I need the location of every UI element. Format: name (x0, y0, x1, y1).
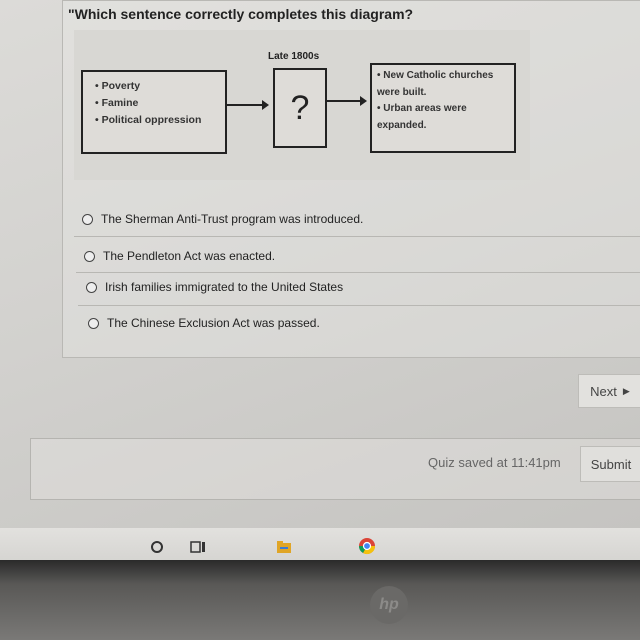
hp-logo: hp (370, 586, 408, 624)
answer-option[interactable] (88, 316, 320, 330)
file-explorer-icon[interactable] (276, 540, 292, 559)
diagram-causes-box (81, 70, 227, 154)
cause-item: • Political oppression (95, 114, 202, 126)
diagram-period-label: Late 1800s (268, 51, 320, 62)
chrome-icon[interactable] (358, 537, 376, 560)
arrow-right-icon (225, 104, 267, 106)
answer-option-label: The Sherman Anti-Trust program was introduced. (101, 212, 364, 226)
divider (74, 236, 640, 237)
taskbar (0, 528, 640, 560)
question-prompt: "Which sentence correctly completes this diagram? (68, 6, 414, 22)
answer-option-label: The Pendleton Act was enacted. (103, 249, 276, 263)
submit-button-label: Submit (590, 456, 632, 472)
radio-button[interactable] (82, 214, 93, 225)
answer-option[interactable] (82, 212, 363, 226)
search-circle-icon[interactable] (150, 540, 164, 559)
effect-item: • New Catholic churches were built. (377, 70, 494, 98)
laptop-bezel (0, 560, 640, 640)
divider (76, 272, 640, 273)
quiz-saved-status: Quiz saved at 11:41pm (428, 455, 561, 470)
divider (78, 305, 640, 306)
answer-option-label: Irish families immigrated to the United States (105, 280, 344, 294)
answer-option-label: The Chinese Exclusion Act was passed. (107, 316, 320, 330)
arrow-right-icon (325, 100, 365, 102)
radio-button[interactable] (88, 318, 99, 329)
answer-option[interactable] (86, 280, 343, 294)
diagram-effects-box (370, 63, 516, 153)
radio-button[interactable] (86, 282, 97, 293)
submit-button[interactable] (580, 446, 640, 482)
radio-button[interactable] (84, 251, 95, 262)
question-mark: ? (290, 89, 310, 127)
caret-right-icon: ▶ (622, 385, 630, 396)
next-button[interactable] (578, 374, 640, 408)
next-button-label: Next (590, 383, 617, 399)
cause-item: • Poverty (95, 80, 141, 92)
effect-item: • Urban areas were expanded. (377, 103, 467, 131)
diagram-unknown-box (273, 68, 327, 148)
task-view-icon[interactable] (190, 540, 206, 559)
cause-item: • Famine (95, 97, 139, 109)
answer-option[interactable] (84, 249, 275, 263)
